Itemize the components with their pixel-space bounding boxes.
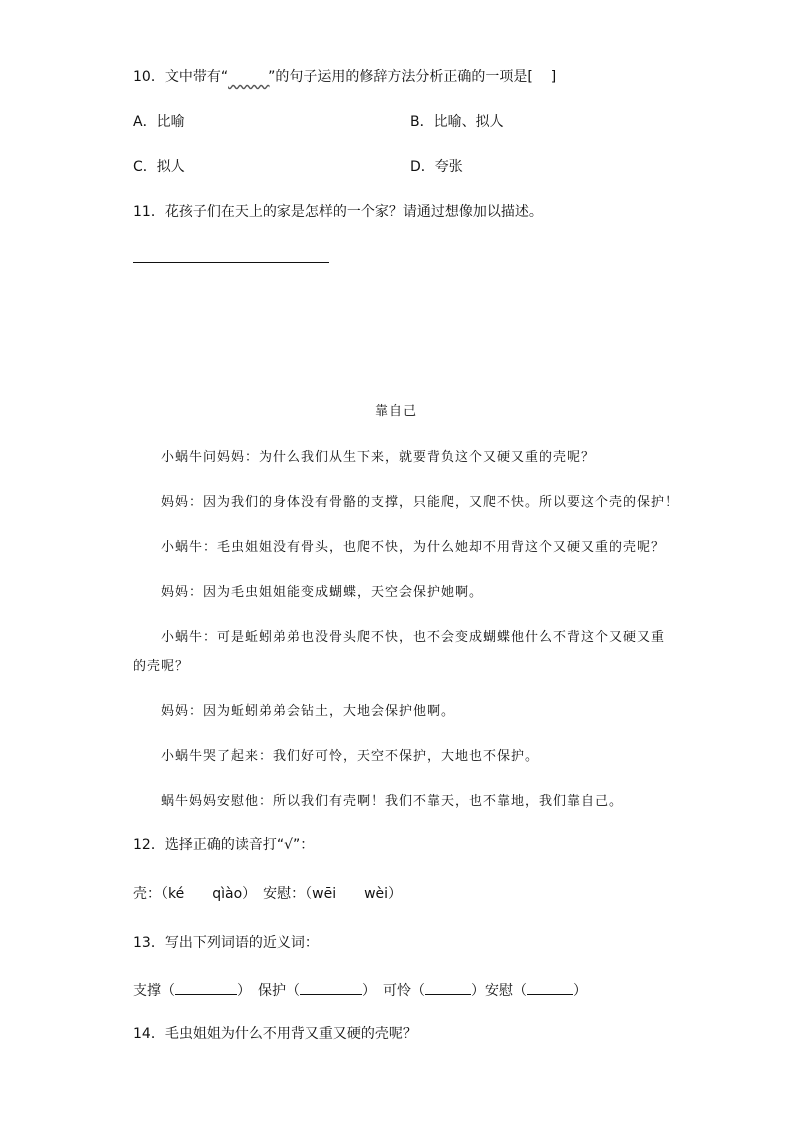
blank-input[interactable]	[527, 980, 573, 995]
question-12: 12．选择正确的读音打“√”：	[133, 837, 315, 853]
q13-synonym-blanks	[133, 980, 587, 1000]
passage-paragraph-continued: 的壳呢？	[133, 659, 190, 674]
q10-bracket-close: ]	[550, 69, 557, 85]
wavy-underline-blank	[228, 68, 268, 86]
q11-answer-line[interactable]	[133, 262, 329, 263]
q13-word-4: ）安慰（	[471, 983, 527, 999]
q10-option-a-label: A．比喻	[133, 114, 185, 130]
passage-paragraph: 妈妈：因为毛虫姐姐能变成蝴蝶，天空会保护她啊。	[161, 585, 484, 600]
q13-end: ）	[573, 983, 587, 999]
q10-option-b-label: B．比喻、拟人	[410, 114, 504, 130]
passage-paragraph: 妈妈：因为我们的身体没有骨骼的支撑，只能爬，又爬不快。所以要这个壳的保护！	[161, 495, 680, 510]
q13-word-1: 支撑（	[133, 983, 175, 999]
passage-paragraph: 小蜗牛问妈妈：为什么我们从生下来，就要背负这个又硬又重的壳呢？	[161, 450, 596, 465]
passage-paragraph: 小蜗牛哭了起来：我们好可怜，天空不保护，大地也不保护。	[161, 749, 540, 764]
passage-paragraph: 小蜗牛：可是蚯蚓弟弟也没骨头爬不快，也不会变成蝴蝶他什么不背这个又硬又重	[161, 630, 666, 645]
question-14: 14．毛虫姐姐为什么不用背又重又硬的壳呢？	[133, 1026, 417, 1042]
passage-paragraph: 蜗牛妈妈安慰他：所以我们有壳啊！我们不靠天，也不靠地，我们靠自己。	[161, 794, 624, 809]
blank-input[interactable]	[425, 980, 471, 995]
passage-paragraph: 小蜗牛：毛虫姐姐没有骨头，也爬不快，为什么她却不用背这个又硬又重的壳呢？	[161, 540, 666, 555]
q10-prefix: 10．文中带有“	[133, 69, 229, 85]
question-11: 11．花孩子们在天上的家是怎样的一个家？请通过想像加以描述。	[133, 204, 543, 220]
q10-option-d-label: D．夸张	[410, 159, 463, 175]
passage-paragraph: 妈妈：因为蚯蚓弟弟会钻土，大地会保护他啊。	[161, 704, 456, 719]
q10-option-d[interactable]	[410, 158, 463, 176]
q12-pinyin-options[interactable]: 壳：（ké qìào） 安慰：（wēi wèi）	[133, 886, 403, 902]
q10-option-c[interactable]	[133, 158, 185, 176]
q13-word-2: ） 保护（	[237, 983, 300, 999]
q10-option-a[interactable]	[133, 113, 185, 131]
blank-input[interactable]	[175, 980, 237, 995]
blank-input[interactable]	[300, 980, 362, 995]
question-13: 13．写出下列词语的近义词：	[133, 935, 319, 951]
q10-option-b[interactable]	[410, 113, 504, 131]
q13-word-3: ） 可怜（	[362, 983, 425, 999]
passage-title: 靠自己	[375, 404, 418, 419]
question-10	[133, 68, 556, 86]
q10-option-c-label: C．拟人	[133, 159, 185, 175]
q10-suffix: ”的句子运用的修辞方法分析正确的一项是[	[268, 69, 533, 85]
